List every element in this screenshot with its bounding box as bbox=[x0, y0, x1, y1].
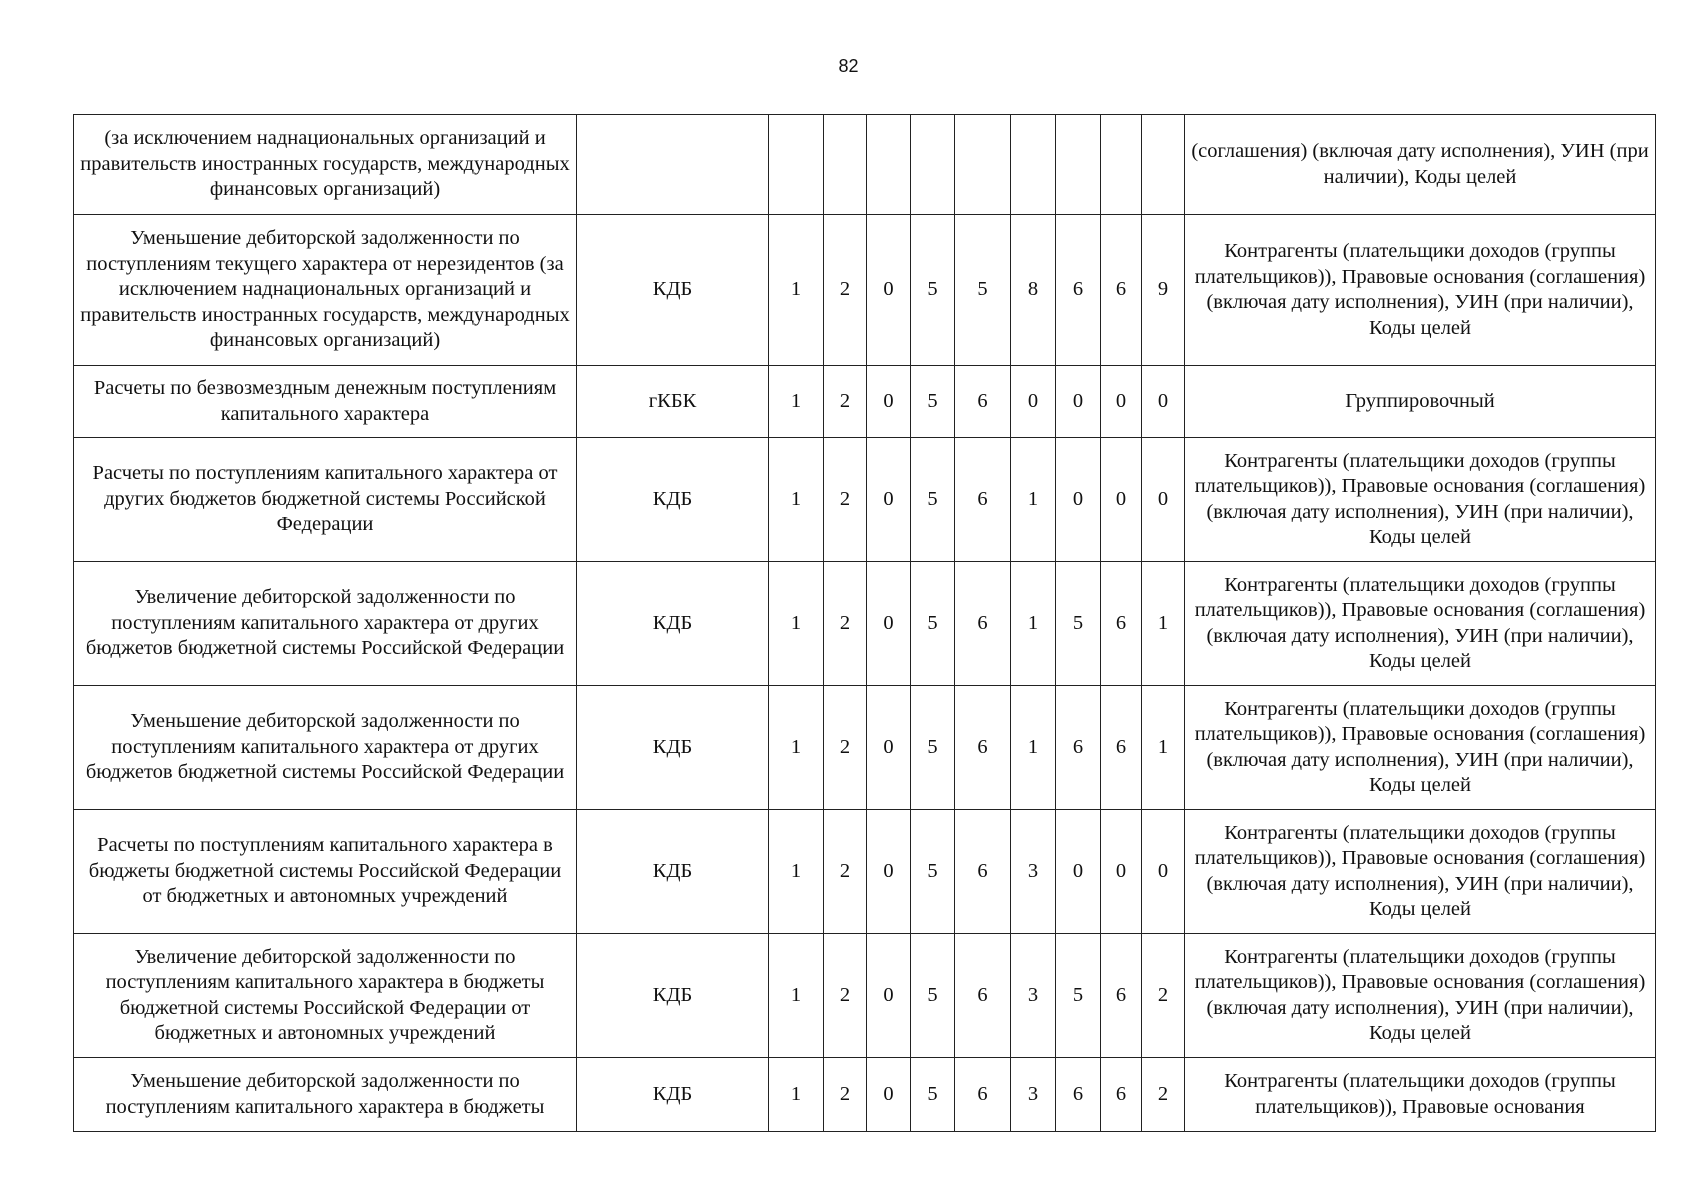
table-row bbox=[74, 115, 1656, 215]
code-digit-cell: 3 bbox=[1011, 934, 1056, 1058]
code-digit-cell: 5 bbox=[911, 934, 955, 1058]
code-digit-cell: 6 bbox=[1056, 215, 1101, 366]
code-digit-cell: 6 bbox=[955, 1058, 1011, 1132]
code-digit-cell bbox=[1142, 115, 1185, 215]
code-digit-cell: 6 bbox=[955, 810, 1011, 934]
code-digit-cell: 0 bbox=[1101, 438, 1142, 562]
code-digit-cell: 1 bbox=[1142, 686, 1185, 810]
analytics-cell: Контрагенты (плательщики доходов (группы плательщиков)), Правовые основания (соглашения) (включая дату исполнения), УИН (при наличии), Коды целей bbox=[1185, 562, 1656, 686]
code-digit-cell bbox=[955, 115, 1011, 215]
analytics-cell: Контрагенты (плательщики доходов (группы плательщиков)), Правовые основания (соглашения) (включая дату исполнения), УИН (при наличии), Коды целей bbox=[1185, 934, 1656, 1058]
code-type-cell: КДБ bbox=[577, 562, 769, 686]
table-row bbox=[74, 366, 1656, 438]
code-digit-cell: 5 bbox=[911, 215, 955, 366]
code-type-cell: КДБ bbox=[577, 1058, 769, 1132]
table-row bbox=[74, 934, 1656, 1058]
code-digit-cell: 0 bbox=[867, 934, 911, 1058]
code-digit-cell: 6 bbox=[1101, 934, 1142, 1058]
code-digit-cell: 1 bbox=[1011, 438, 1056, 562]
code-digit-cell: 5 bbox=[911, 686, 955, 810]
code-digit-cell: 0 bbox=[1142, 366, 1185, 438]
code-digit-cell: 0 bbox=[867, 562, 911, 686]
account-name-cell: Расчеты по поступлениям капитального характера в бюджеты бюджетной системы Российской Федерации от бюджетных и автономных учреждений bbox=[74, 810, 577, 934]
code-digit-cell: 0 bbox=[1011, 366, 1056, 438]
code-digit-cell: 1 bbox=[1142, 562, 1185, 686]
code-digit-cell: 5 bbox=[911, 810, 955, 934]
code-digit-cell: 0 bbox=[867, 810, 911, 934]
code-digit-cell: 2 bbox=[824, 810, 867, 934]
code-digit-cell: 5 bbox=[911, 438, 955, 562]
code-digit-cell: 0 bbox=[1056, 810, 1101, 934]
code-digit-cell: 1 bbox=[769, 215, 824, 366]
account-name-cell: Уменьшение дебиторской задолженности по поступлениям капитального характера в бюджеты bbox=[74, 1058, 577, 1132]
code-digit-cell bbox=[1101, 115, 1142, 215]
code-digit-cell: 6 bbox=[955, 438, 1011, 562]
code-digit-cell: 1 bbox=[769, 1058, 824, 1132]
code-digit-cell: 2 bbox=[824, 1058, 867, 1132]
code-digit-cell: 1 bbox=[1011, 562, 1056, 686]
code-digit-cell: 0 bbox=[1056, 366, 1101, 438]
code-digit-cell: 2 bbox=[824, 366, 867, 438]
table-row bbox=[74, 1058, 1656, 1132]
code-digit-cell: 5 bbox=[955, 215, 1011, 366]
account-name-cell: Увеличение дебиторской задолженности по поступлениям капитального характера от других бюджетов бюджетной системы Российской Федерации bbox=[74, 562, 577, 686]
analytics-cell: Контрагенты (плательщики доходов (группы плательщиков)), Правовые основания (соглашения) (включая дату исполнения), УИН (при наличии), Коды целей bbox=[1185, 686, 1656, 810]
code-digit-cell: 0 bbox=[867, 438, 911, 562]
code-digit-cell: 0 bbox=[1101, 366, 1142, 438]
page-number: 82 bbox=[838, 56, 859, 76]
code-digit-cell bbox=[1056, 115, 1101, 215]
code-digit-cell: 5 bbox=[911, 366, 955, 438]
table-row bbox=[74, 215, 1656, 366]
table-row bbox=[74, 686, 1656, 810]
code-digit-cell: 2 bbox=[824, 438, 867, 562]
code-digit-cell bbox=[1011, 115, 1056, 215]
code-digit-cell: 0 bbox=[1101, 810, 1142, 934]
analytics-cell: Группировочный bbox=[1185, 366, 1656, 438]
analytics-cell: Контрагенты (плательщики доходов (группы плательщиков)), Правовые основания (соглашения) (включая дату исполнения), УИН (при наличии), Коды целей bbox=[1185, 810, 1656, 934]
account-table bbox=[73, 114, 1656, 1132]
code-type-cell: КДБ bbox=[577, 215, 769, 366]
code-digit-cell: 0 bbox=[867, 686, 911, 810]
account-name-cell: Расчеты по поступлениям капитального характера от других бюджетов бюджетной системы Российской Федерации bbox=[74, 438, 577, 562]
code-digit-cell: 6 bbox=[1056, 686, 1101, 810]
code-digit-cell: 6 bbox=[955, 934, 1011, 1058]
account-name-cell: (за исключением наднациональных организаций и правительств иностранных государств, международных финансовых организаций) bbox=[74, 115, 577, 215]
code-digit-cell bbox=[769, 115, 824, 215]
code-digit-cell: 6 bbox=[1101, 562, 1142, 686]
code-digit-cell: 5 bbox=[911, 562, 955, 686]
code-digit-cell: 1 bbox=[1011, 686, 1056, 810]
account-name-cell: Расчеты по безвозмездным денежным поступлениям капитального характера bbox=[74, 366, 577, 438]
analytics-cell: Контрагенты (плательщики доходов (группы плательщиков)), Правовые основания (соглашения) (включая дату исполнения), УИН (при наличии), Коды целей bbox=[1185, 438, 1656, 562]
code-digit-cell: 6 bbox=[955, 366, 1011, 438]
code-digit-cell: 6 bbox=[1101, 1058, 1142, 1132]
code-digit-cell bbox=[824, 115, 867, 215]
code-digit-cell: 6 bbox=[1056, 1058, 1101, 1132]
analytics-cell: Контрагенты (плательщики доходов (группы плательщиков)), Правовые основания (соглашения) (включая дату исполнения), УИН (при наличии), Коды целей bbox=[1185, 215, 1656, 366]
code-digit-cell: 0 bbox=[867, 366, 911, 438]
code-digit-cell: 6 bbox=[1101, 215, 1142, 366]
code-type-cell: КДБ bbox=[577, 934, 769, 1058]
code-digit-cell: 2 bbox=[824, 562, 867, 686]
code-type-cell: КДБ bbox=[577, 810, 769, 934]
code-digit-cell bbox=[867, 115, 911, 215]
code-digit-cell: 5 bbox=[1056, 562, 1101, 686]
code-digit-cell: 5 bbox=[911, 1058, 955, 1132]
code-digit-cell: 2 bbox=[824, 686, 867, 810]
code-digit-cell: 2 bbox=[824, 934, 867, 1058]
code-type-cell: гКБК bbox=[577, 366, 769, 438]
code-digit-cell: 1 bbox=[769, 562, 824, 686]
code-digit-cell: 0 bbox=[1142, 810, 1185, 934]
analytics-cell: (соглашения) (включая дату исполнения), УИН (при наличии), Коды целей bbox=[1185, 115, 1656, 215]
code-digit-cell: 6 bbox=[1101, 686, 1142, 810]
code-digit-cell: 2 bbox=[824, 215, 867, 366]
table-row bbox=[74, 810, 1656, 934]
code-digit-cell: 1 bbox=[769, 686, 824, 810]
code-digit-cell: 0 bbox=[1056, 438, 1101, 562]
analytics-cell: Контрагенты (плательщики доходов (группы плательщиков)), Правовые основания bbox=[1185, 1058, 1656, 1132]
code-digit-cell: 2 bbox=[1142, 1058, 1185, 1132]
code-digit-cell: 3 bbox=[1011, 1058, 1056, 1132]
code-type-cell bbox=[577, 115, 769, 215]
code-digit-cell: 3 bbox=[1011, 810, 1056, 934]
code-type-cell: КДБ bbox=[577, 438, 769, 562]
code-digit-cell: 1 bbox=[769, 810, 824, 934]
code-digit-cell: 5 bbox=[1056, 934, 1101, 1058]
code-digit-cell: 1 bbox=[769, 438, 824, 562]
code-digit-cell: 8 bbox=[1011, 215, 1056, 366]
account-name-cell: Уменьшение дебиторской задолженности по поступлениям капитального характера от других бюджетов бюджетной системы Российской Федерации bbox=[74, 686, 577, 810]
code-digit-cell: 0 bbox=[867, 215, 911, 366]
code-digit-cell: 2 bbox=[1142, 934, 1185, 1058]
code-digit-cell: 1 bbox=[769, 366, 824, 438]
account-name-cell: Увеличение дебиторской задолженности по поступлениям капитального характера в бюджеты бюджетной системы Российской Федерации от бюджетных и автономных учреждений bbox=[74, 934, 577, 1058]
code-type-cell: КДБ bbox=[577, 686, 769, 810]
table-row bbox=[74, 438, 1656, 562]
code-digit-cell bbox=[911, 115, 955, 215]
code-digit-cell: 0 bbox=[867, 1058, 911, 1132]
account-name-cell: Уменьшение дебиторской задолженности по поступлениям текущего характера от нерезидентов (за исключением наднациональных организаций и правительств иностранных государств, международных финансовых организаций) bbox=[74, 215, 577, 366]
table-row bbox=[74, 562, 1656, 686]
code-digit-cell: 0 bbox=[1142, 438, 1185, 562]
code-digit-cell: 6 bbox=[955, 562, 1011, 686]
code-digit-cell: 1 bbox=[769, 934, 824, 1058]
code-digit-cell: 9 bbox=[1142, 215, 1185, 366]
code-digit-cell: 6 bbox=[955, 686, 1011, 810]
